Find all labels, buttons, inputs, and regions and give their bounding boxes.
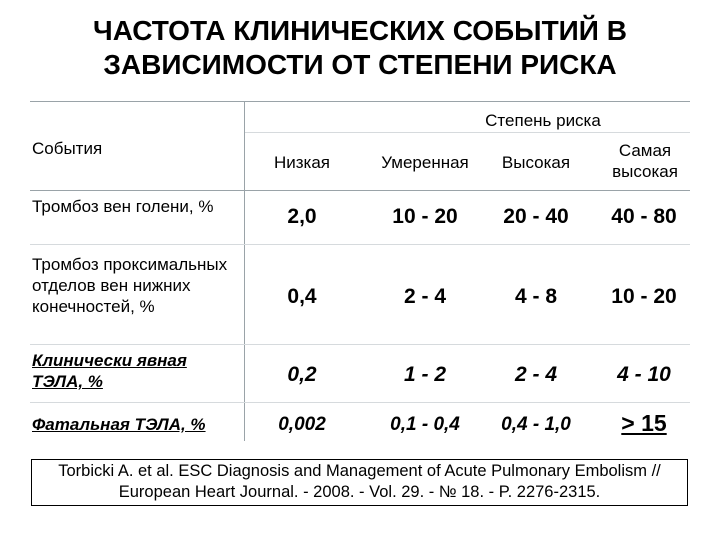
table-cell: > 15: [621, 410, 667, 436]
table-cell: 4 - 8: [514, 285, 558, 308]
column-header-highest: Самая высокая: [612, 141, 678, 181]
title-line-1: ЧАСТОТА КЛИНИЧЕСКИХ СОБЫТИЙ В: [93, 15, 627, 46]
risk-header-divider: [244, 132, 690, 133]
column-header-high: Высокая: [501, 153, 571, 172]
page-title: [0, 14, 720, 82]
row-divider-1: [30, 244, 690, 245]
table-column-divider: [244, 101, 245, 441]
table-cell: 2,0: [287, 205, 317, 228]
table-top-border: [30, 101, 690, 102]
column-header-moderate: Умеренная: [381, 153, 469, 172]
table-cell: 0,2: [287, 363, 317, 386]
row-label-clinical-pe: Клинически явная ТЭЛА, %: [32, 351, 187, 391]
row-divider-3: [30, 402, 690, 403]
table-cell: 1 - 2: [403, 363, 447, 386]
events-column-header: События: [32, 139, 103, 158]
citation-line-2: European Heart Journal. - 2008. - Vol. 29. - № 18. - P. 2276-2315.: [118, 483, 601, 501]
row-label-fatal-pe: Фатальная ТЭЛА, %: [32, 415, 206, 434]
row-divider-2: [30, 344, 690, 345]
table-cell: 20 - 40: [503, 205, 569, 228]
risk-degree-header: Степень риска: [485, 111, 601, 130]
table-header-bottom-border: [30, 190, 690, 191]
citation: [31, 461, 688, 503]
citation-line-1: Torbicki A. et al. ESC Diagnosis and Management of Acute Pulmonary Embolism //: [58, 462, 661, 480]
table-cell: 40 - 80: [611, 205, 677, 228]
table-cell: 2 - 4: [403, 285, 447, 308]
row-label-proximal-vein-thrombosis: Тромбоз проксимальных отделов вен нижних конечностей, %: [32, 255, 228, 316]
table-cell: 10 - 20: [392, 205, 458, 228]
table-cell: 10 - 20: [611, 285, 677, 308]
table-cell: 0,4 - 1,0: [501, 414, 571, 435]
title-line-2: ЗАВИСИМОСТИ ОТ СТЕПЕНИ РИСКА: [103, 49, 617, 80]
table-cell: 0,002: [278, 414, 326, 435]
table-cell: 2 - 4: [514, 363, 558, 386]
table-cell: 0,4: [287, 285, 317, 308]
table-cell: 4 - 10: [617, 363, 671, 386]
column-header-low: Низкая: [273, 153, 331, 172]
table-cell: 0,1 - 0,4: [390, 414, 460, 435]
row-label-shin-vein-thrombosis: Тромбоз вен голени, %: [32, 197, 214, 216]
